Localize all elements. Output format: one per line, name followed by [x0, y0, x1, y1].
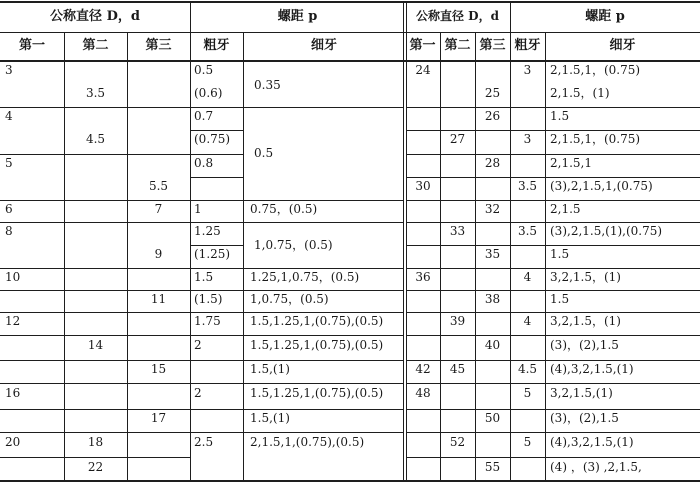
- right-third-cell: 38: [484, 292, 501, 306]
- table-h-rule: [243, 268, 403, 269]
- table-h-rule: [0, 312, 190, 313]
- table-h-rule: [190, 200, 243, 201]
- left-fine-cell: 2,1.5,1,(0.75),(0.5): [250, 435, 365, 449]
- left-coarse-cell: (0.75): [194, 132, 231, 146]
- left-coarse-header: 粗牙: [203, 38, 230, 53]
- right-third-header: 第三: [479, 38, 506, 53]
- left-third-cell: 9: [154, 247, 163, 261]
- table-h-rule: [243, 312, 403, 313]
- left-fine-cell: 1.5,1.25,1,(0.75),(0.5): [250, 338, 384, 352]
- right-first-cell: 24: [415, 63, 431, 77]
- left-first-header: 第一: [18, 38, 45, 53]
- right-first-header: 第一: [409, 38, 436, 53]
- table-h-rule: [0, 222, 190, 223]
- left-first-cell: 20: [5, 435, 21, 449]
- right-third-cell: 40: [484, 338, 501, 352]
- right-second-cell: 52: [449, 435, 466, 449]
- table-h-rule: [0, 107, 190, 108]
- left-coarse-cell: 0.8: [194, 156, 214, 170]
- left-second-header: 第二: [82, 38, 109, 53]
- right-fine-cell: (4),3,2,1.5,(1): [550, 435, 634, 449]
- right-third-cell: 25: [484, 86, 501, 100]
- left-coarse-cell: (1.5): [194, 292, 223, 306]
- table-h-rule: [406, 409, 700, 410]
- right-coarse-cell: 4.5: [517, 362, 538, 376]
- table-h-rule: [0, 154, 190, 155]
- right-fine-header: 细牙: [609, 38, 636, 53]
- left-fine-header: 细牙: [310, 38, 337, 53]
- left-second-cell: 22: [87, 460, 104, 474]
- table-h-rule: [190, 360, 243, 361]
- left-fine-cell: 0.75，(0.5): [250, 202, 318, 216]
- right-coarse-cell: 3: [523, 63, 532, 77]
- table-h-rule: [243, 383, 403, 384]
- table-h-rule: [243, 290, 403, 291]
- table-h-rule: [0, 290, 190, 291]
- table-h-rule: [190, 222, 243, 223]
- table-h-rule: [406, 222, 700, 223]
- table-h-rule: [190, 177, 243, 178]
- table-h-rule: [190, 245, 243, 246]
- table-h-rule: [190, 268, 243, 269]
- left-third-cell: 15: [150, 362, 167, 376]
- left-fine-cell: 1.5,(1): [250, 362, 290, 376]
- table-h-rule: [406, 457, 700, 458]
- table-h-rule: [190, 130, 243, 131]
- table-h-rule: [243, 432, 403, 433]
- left-third-cell: 5.5: [148, 179, 169, 193]
- left-coarse-cell: 0.7: [194, 109, 214, 123]
- left-fine-cell: 1.5,(1): [250, 411, 290, 425]
- right-coarse-cell: 5: [523, 386, 532, 400]
- left-third-cell: 11: [150, 292, 167, 306]
- table-h-rule: [0, 409, 190, 410]
- right-fine-cell: 2,1.5: [550, 202, 581, 216]
- left-diameter-header: 公称直径 D，d: [50, 9, 140, 24]
- table-h-rule: [406, 177, 700, 178]
- right-fine-cell: 2,1.5,1，(0.75): [550, 63, 641, 77]
- left-coarse-cell: 1.75: [194, 314, 221, 328]
- right-coarse-header: 粗牙: [514, 38, 541, 53]
- table-h-rule: [406, 360, 700, 361]
- right-fine-cell: (3)，(2),1.5: [550, 411, 619, 425]
- right-fine-cell: 3,2,1.5，(1): [550, 270, 621, 284]
- right-first-cell: 30: [415, 179, 431, 193]
- right-third-cell: 32: [484, 202, 501, 216]
- left-fine-cell: 1,0.75，(0.5): [250, 292, 329, 306]
- left-pitch-header: 螺距 p: [277, 9, 318, 24]
- left-fine-cell: 1.25,1,0.75，(0.5): [250, 270, 360, 284]
- table-h-rule: [243, 222, 403, 223]
- left-second-cell: 14: [87, 338, 104, 352]
- left-first-cell: 12: [5, 314, 21, 328]
- right-fine-cell: 1.5: [550, 292, 570, 306]
- table-h-rule: [406, 107, 700, 108]
- left-second-cell: 4.5: [85, 132, 106, 146]
- table-h-rule: [190, 312, 243, 313]
- left-first-cell: 5: [5, 156, 13, 170]
- right-third-cell: 55: [484, 460, 501, 474]
- table-h-rule: [406, 245, 700, 246]
- right-fine-cell: 3,2,1.5，(1): [550, 314, 621, 328]
- table-h-rule: [0, 360, 190, 361]
- left-coarse-cell: (0.6): [194, 86, 223, 100]
- right-fine-cell: (3),2,1.5,(1),(0.75): [550, 224, 663, 238]
- left-fine-cell: 1.5,1.25,1,(0.75),(0.5): [250, 314, 384, 328]
- left-first-cell: 8: [5, 224, 13, 238]
- right-third-cell: 26: [484, 109, 501, 123]
- right-first-cell: 36: [415, 270, 431, 284]
- right-fine-cell: 1.5: [550, 247, 570, 261]
- table-h-rule: [406, 312, 700, 313]
- table-h-rule: [406, 154, 700, 155]
- right-fine-cell: 2,1.5,1: [550, 156, 592, 170]
- right-pitch-header: 螺距 p: [585, 9, 625, 24]
- right-fine-cell: (4),3,2,1.5,(1): [550, 362, 634, 376]
- table-h-rule: [243, 200, 403, 201]
- table-v-rule: [440, 32, 441, 481]
- right-coarse-cell: 3.5: [517, 179, 538, 193]
- table-h-rule: [0, 383, 190, 384]
- table-h-rule: [406, 432, 700, 433]
- left-third-cell: 17: [150, 411, 167, 425]
- left-coarse-cell: 1: [194, 202, 202, 216]
- left-coarse-cell: 2: [194, 386, 202, 400]
- left-coarse-cell: (1.25): [194, 247, 231, 261]
- left-first-cell: 6: [5, 202, 13, 216]
- left-coarse-cell: 1.25: [194, 224, 221, 238]
- table-h-rule: [190, 107, 243, 108]
- table-h-rule: [190, 335, 243, 336]
- left-coarse-cell: 2.5: [194, 435, 214, 449]
- left-merged-fine-cell: 0.5: [254, 146, 274, 160]
- right-coarse-cell: 5: [523, 435, 532, 449]
- table-h-rule: [0, 1, 700, 3]
- left-first-cell: 10: [5, 270, 21, 284]
- table-h-rule: [0, 432, 190, 433]
- right-fine-cell: (4) ，(3) ,2,1.5,: [550, 460, 642, 474]
- table-h-rule: [406, 290, 700, 291]
- table-h-rule: [406, 335, 700, 336]
- right-fine-cell: (3),2,1.5,1,(0.75): [550, 179, 653, 193]
- right-fine-cell: 3,2,1.5,(1): [550, 386, 613, 400]
- left-coarse-cell: 0.5: [194, 63, 214, 77]
- table-h-rule: [0, 457, 190, 458]
- left-third-cell: 7: [154, 202, 163, 216]
- right-second-cell: 39: [449, 314, 466, 328]
- table-h-rule: [406, 268, 700, 269]
- right-coarse-cell: 3: [523, 132, 532, 146]
- right-fine-cell: 2,1.5，(1): [550, 86, 610, 100]
- left-first-cell: 3: [5, 63, 13, 77]
- table-h-rule: [190, 409, 243, 410]
- right-fine-cell: 1.5: [550, 109, 570, 123]
- table-h-rule: [243, 107, 403, 108]
- right-coarse-cell: 4: [523, 270, 532, 284]
- table-h-rule: [0, 200, 190, 201]
- left-merged-fine-cell: 0.35: [254, 78, 281, 92]
- right-coarse-cell: 4: [523, 314, 532, 328]
- table-h-rule: [406, 200, 700, 201]
- table-h-rule: [243, 409, 403, 410]
- right-first-cell: 42: [415, 362, 431, 376]
- left-first-cell: 16: [5, 386, 21, 400]
- table-v-rule: [403, 1, 404, 481]
- right-third-cell: 50: [484, 411, 501, 425]
- table-h-rule: [190, 383, 243, 384]
- right-second-cell: 33: [449, 224, 466, 238]
- left-coarse-cell: 2: [194, 338, 202, 352]
- right-diameter-header: 公称直径 D，d: [416, 9, 499, 23]
- left-second-cell: 3.5: [85, 86, 106, 100]
- table-h-rule: [190, 290, 243, 291]
- right-first-cell: 48: [415, 386, 431, 400]
- table-h-rule: [190, 432, 243, 433]
- left-second-cell: 18: [87, 435, 104, 449]
- right-third-cell: 28: [484, 156, 501, 170]
- left-merged-fine-cell: 1,0.75，(0.5): [254, 238, 333, 252]
- table-h-rule: [406, 383, 700, 384]
- left-third-header: 第三: [145, 38, 172, 53]
- table-h-rule: [243, 335, 403, 336]
- table-h-rule: [0, 268, 190, 269]
- left-first-cell: 4: [5, 109, 13, 123]
- right-second-header: 第二: [444, 38, 471, 53]
- table-h-rule: [190, 154, 243, 155]
- right-fine-cell: (3)，(2),1.5: [550, 338, 619, 352]
- table-h-rule: [0, 32, 700, 33]
- table-h-rule: [0, 60, 700, 62]
- table-h-rule: [0, 335, 190, 336]
- right-second-cell: 45: [449, 362, 466, 376]
- right-fine-cell: 2,1.5,1，(0.75): [550, 132, 641, 146]
- table-v-rule: [545, 32, 546, 481]
- table-h-rule: [243, 360, 403, 361]
- table-h-rule: [406, 130, 700, 131]
- right-third-cell: 35: [484, 247, 501, 261]
- right-second-cell: 27: [449, 132, 466, 146]
- right-coarse-cell: 3.5: [517, 224, 538, 238]
- left-coarse-cell: 1.5: [194, 270, 214, 284]
- left-fine-cell: 1.5,1.25,1,(0.75),(0.5): [250, 386, 384, 400]
